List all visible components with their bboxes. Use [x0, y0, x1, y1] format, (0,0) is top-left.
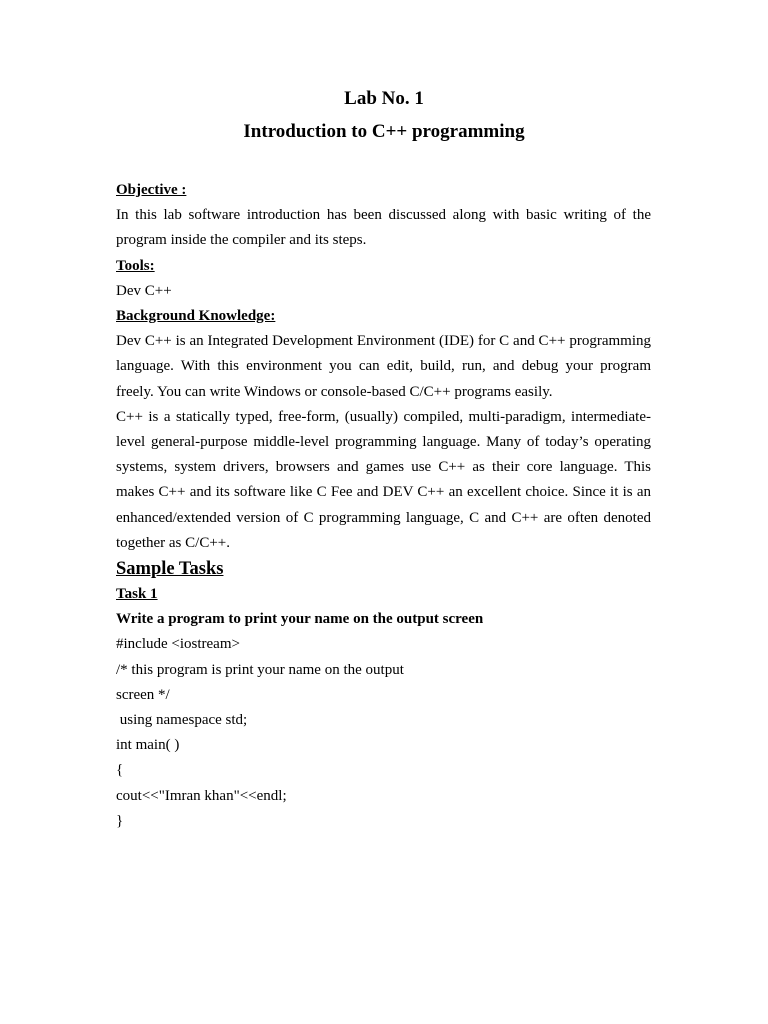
tools-heading: Tools:	[116, 257, 155, 274]
task-1-label: Task 1	[116, 586, 158, 603]
background-heading: Background Knowledge:	[116, 308, 276, 325]
lab-subtitle: Introduction to C++ programming	[243, 121, 525, 142]
objective-heading: Objective :	[116, 182, 187, 198]
background-paragraph-1: Dev C++ is an Integrated Development Environment (IDE) for C and C++ programming language. With this environment you can edit, build, run, and debug your program freely. You can write Windows or console-based C/C++ programs easily.	[116, 333, 651, 400]
code-line: using namespace std;	[116, 712, 248, 729]
task-1-description: Write a program to print your name on the output screen	[116, 611, 484, 628]
tools-text: Dev C++	[116, 282, 172, 299]
sample-tasks-heading: Sample Tasks	[116, 559, 224, 580]
code-line: int main( )	[116, 737, 180, 754]
code-line: screen */	[116, 686, 170, 703]
background-paragraph-2: C++ is a statically typed, free-form, (usually) compiled, multi-paradigm, intermediate-level general-purpose middle-level programming language. Many of today’s operating systems, system drivers, browsers and games use C++ as their core language. This makes C++ and its software like C Fee and DEV C++ an excellent choice. Since it is an enhanced/extended version of C programming language, C and C++ are often denoted together as C/C++.	[116, 408, 651, 551]
code-line: cout<<"Imran khan"<<endl;	[116, 787, 287, 804]
lab-title: Lab No. 1	[344, 88, 424, 109]
code-line: #include <iostream>	[116, 636, 240, 653]
document-body	[116, 178, 651, 834]
code-line: /* this program is print your name on the output	[116, 661, 404, 678]
code-block	[116, 632, 651, 834]
objective-text: In this lab software introduction has been discussed along with basic writing of the program inside the compiler and its steps.	[116, 207, 651, 249]
code-line: {	[116, 762, 124, 779]
code-line: }	[116, 812, 124, 829]
